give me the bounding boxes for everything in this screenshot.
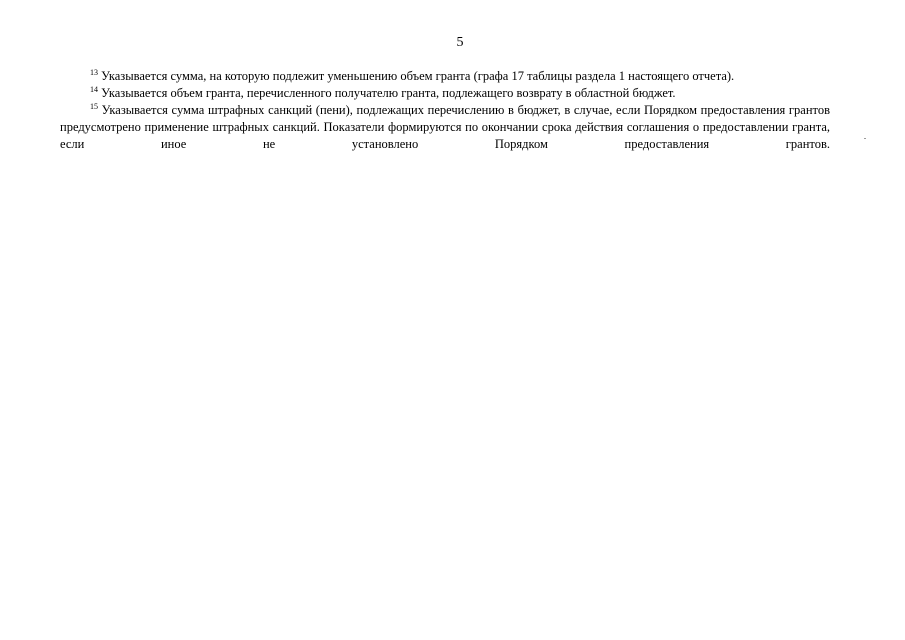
footnote-text: Указывается сумма штрафных санкций (пени), подлежащих перечислению в бюджет, в случае, если Порядком предоставления грантов предусмотрено применение штрафных санкций. Показатели формируются по окончании срока действия соглашения о предоставлении гранта, если иное не установлено Порядком предоставления грантов. [60, 103, 830, 151]
footnote-mark: 14 [90, 85, 98, 94]
footnotes-section [60, 68, 830, 153]
footnote-text: Указывается объем гранта, перечисленного получателю гранта, подлежащего возврату в областной бюджет. [98, 86, 676, 100]
footnote-mark: 13 [90, 68, 98, 77]
scan-speck [864, 138, 866, 139]
footnote-14 [60, 85, 830, 102]
footnote-15 [60, 102, 830, 153]
footnote-mark: 15 [90, 102, 98, 111]
page-number: 5 [456, 35, 464, 50]
footnote-text: Указывается сумма, на которую подлежит уменьшению объем гранта (графа 17 таблицы раздела 1 настоящего отчета). [98, 69, 735, 83]
footnote-13 [60, 68, 830, 85]
